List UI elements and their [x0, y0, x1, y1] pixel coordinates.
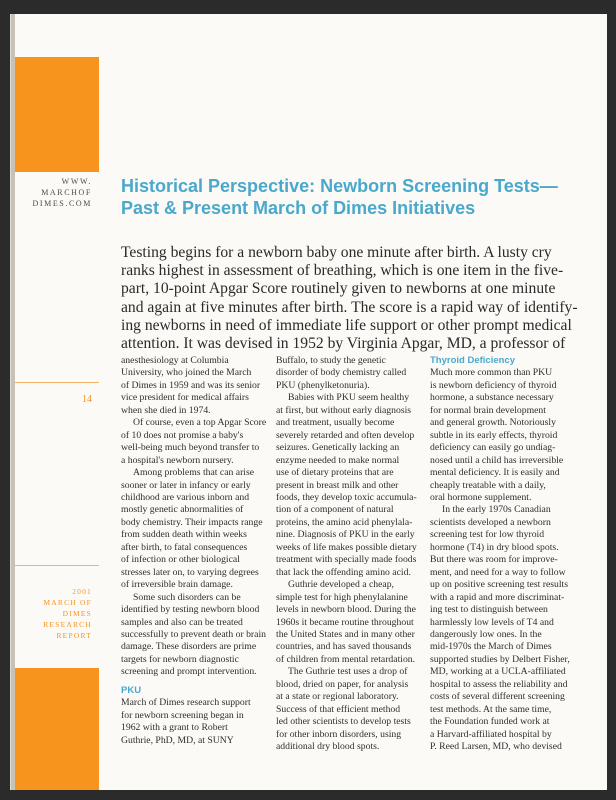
- paragraph-line: use of dietary proteins that are: [276, 467, 394, 479]
- paragraph-line: successfully to prevent death or brain: [121, 628, 266, 640]
- paragraph-line: weeks of life makes possible dietary: [276, 541, 417, 553]
- paragraph-line: stresses later on, to varying degrees: [121, 566, 259, 578]
- paragraph-line: dangerously low ones. In the: [430, 628, 542, 640]
- paragraph-line: up on positive screening test results: [430, 579, 569, 591]
- paragraph-line: seizures. Genetically lacking an: [276, 442, 400, 454]
- paragraph-line: nine. Diagnosis of PKU in the early: [276, 529, 415, 541]
- paragraph-line: tion of a component of natural: [276, 504, 394, 516]
- paragraph-line: Buffalo, to study the genetic: [276, 355, 386, 366]
- paragraph-line: of infection or other biological: [121, 554, 240, 566]
- paragraph-line: for newborn screening began in: [121, 709, 244, 721]
- paragraph-line: simple test for high phenylalanine: [276, 591, 408, 603]
- website-line: DIMES.COM: [32, 199, 92, 208]
- paragraph-line: ing test to distinguish between: [430, 604, 548, 616]
- paragraph-line: targets for newborn diagnostic: [121, 653, 239, 665]
- paragraph-line: anesthesiology at Columbia: [121, 355, 229, 366]
- section-heading-thyroid: Thyroid Deficiency: [430, 355, 515, 366]
- paragraph-line: screening test for low thyroid: [430, 529, 545, 541]
- report-line: MARCH OF: [43, 598, 92, 607]
- paragraph-line: costs of several different screening: [430, 691, 565, 703]
- intro-line: ranks highest in assessment of breathing, which is one item in the five-: [121, 262, 564, 280]
- website-line: WWW.: [61, 177, 92, 186]
- paragraph-line: damage. These disorders are prime: [121, 641, 257, 653]
- paragraph-line: In the early 1970s Canadian: [442, 504, 551, 516]
- page-number: 14: [82, 394, 92, 405]
- paragraph-line: disorder of body chemistry called: [276, 367, 407, 379]
- paragraph-line: well-being much beyond transfer to: [121, 442, 260, 454]
- text-column-3: [430, 355, 580, 754]
- paragraph-line: Some such disorders can be: [133, 591, 241, 603]
- paragraph-line: for other inborn disorders, using: [276, 728, 402, 740]
- paragraph-line: treatment with specially made foods: [276, 554, 417, 566]
- paragraph-line: MD, working at a UCLA-affiliated: [430, 666, 566, 678]
- paragraph-line: Much more common than PKU: [430, 367, 553, 379]
- intro-paragraph: [121, 244, 586, 353]
- paragraph-line: subtle in its early effects, thyroid: [430, 429, 558, 441]
- paragraph-line: samples and also can be treated: [121, 616, 243, 628]
- paragraph-line: with a rapid and more discriminat-: [430, 591, 565, 603]
- paragraph-line: vice president for medical affairs: [121, 392, 249, 404]
- paragraph-line: March of Dimes research support: [121, 697, 251, 709]
- article-title: [121, 175, 591, 219]
- paragraph-line: sooner or later in infancy or early: [121, 479, 251, 491]
- paragraph-line: and treatment, usually become: [276, 417, 395, 429]
- section-heading-pku: PKU: [121, 684, 142, 696]
- paragraph-line: of Dimes in 1959 and was its senior: [121, 379, 261, 391]
- paragraph-line: Guthrie developed a cheap,: [288, 579, 394, 591]
- paragraph-line: deficiency can easily go undiag-: [430, 442, 556, 454]
- paragraph-line: University, who joined the March: [121, 367, 252, 379]
- intro-line: ing newborns in need of immediate life support or other prompt medical: [121, 316, 572, 334]
- paragraph-line: led other scientists to develop tests: [276, 716, 411, 728]
- paragraph-line: of 10 does not promise a baby's: [121, 429, 244, 441]
- text-column-2: [276, 355, 426, 754]
- paragraph-line: hospital to assess the reliability and: [430, 678, 568, 690]
- paragraph-line: mental deficiency. It is easily and: [430, 467, 560, 479]
- paragraph-line: when she died in 1974.: [121, 404, 211, 416]
- paragraph-line: the United States and in many other: [276, 628, 415, 640]
- paragraph-line: PKU (phenylketonuria).: [276, 379, 370, 391]
- paragraph-line: screening and prompt intervention.: [121, 666, 257, 678]
- paragraph-line: The Guthrie test uses a drop of: [288, 666, 408, 678]
- paragraph-line: mostly genetic abnormalities of: [121, 504, 244, 516]
- report-line: REPORT: [56, 631, 92, 640]
- paragraph-line: scientists developed a newborn: [430, 516, 551, 528]
- paragraph-line: is newborn deficiency of thyroid: [430, 379, 557, 391]
- intro-line: part, 10-point Apgar Score routinely given to newborns at one minute: [121, 280, 556, 298]
- paragraph-line: from sudden death within weeks: [121, 529, 247, 541]
- paragraph-line: countries, and has saved thousands: [276, 641, 412, 653]
- paragraph-line: at a state or regional laboratory.: [276, 691, 399, 703]
- paragraph-line: supported studies by Delbert Fisher,: [430, 653, 570, 665]
- paragraph-line: Among problems that can arise: [133, 467, 255, 479]
- intro-line: attention. It was devised in 1952 by Virginia Apgar, MD, a professor of: [121, 335, 566, 353]
- paragraph-line: and general growth. Notoriously: [430, 417, 556, 429]
- intro-line: Testing begins for a newborn baby one minute after birth. A lusty cry: [121, 244, 552, 261]
- paragraph-line: blood, dried on paper, for analysis: [276, 678, 409, 690]
- margin-divider: [15, 565, 99, 566]
- paragraph-line: a hospital's newborn nursery.: [121, 454, 234, 466]
- paragraph-line: hormone (T4) in dry blood spots.: [430, 541, 559, 553]
- text-column-1: [121, 355, 271, 747]
- paragraph-line: But there was room for improve-: [430, 554, 558, 566]
- paragraph-line: Of course, even a top Apgar Score: [133, 417, 267, 429]
- paragraph-line: 1962 with a grant to Robert: [121, 722, 228, 734]
- paragraph-line: P. Reed Larsen, MD, who devised: [430, 741, 562, 753]
- paragraph-line: identified by testing newborn blood: [121, 604, 260, 616]
- paragraph-line: 1960s it became routine throughout: [276, 616, 414, 628]
- paragraph-line: a Harvard-affiliated hospital by: [430, 728, 552, 740]
- orange-tab-top: [15, 57, 99, 172]
- margin-divider: [15, 382, 99, 383]
- paragraph-line: Babies with PKU seem healthy: [288, 392, 410, 404]
- paragraph-line: cheaply treatable with a daily,: [430, 479, 546, 491]
- title-line: Historical Perspective: Newborn Screening Tests—: [121, 176, 558, 196]
- orange-tab-bottom: [15, 668, 99, 790]
- website-url: [18, 176, 92, 209]
- intro-line: and again at five minutes after birth. The score is a rapid way of identify-: [121, 298, 578, 316]
- report-label: [18, 586, 92, 641]
- paragraph-line: mid-1970s the March of Dimes: [430, 641, 552, 653]
- website-line: MARCHOF: [41, 188, 92, 197]
- paragraph-line: hormone, a substance necessary: [430, 392, 554, 404]
- paragraph-line: body chemistry. Their impacts range: [121, 516, 263, 528]
- paragraph-line: levels in newborn blood. During the: [276, 604, 416, 616]
- report-line: 2001: [72, 587, 92, 596]
- paragraph-line: childhood are various inborn and: [121, 491, 250, 503]
- paragraph-line: for normal brain development: [430, 404, 546, 416]
- paragraph-line: the Foundation funded work at: [430, 716, 550, 728]
- paragraph-line: nosed until a child has irreversible: [430, 454, 564, 466]
- paragraph-line: foods, they develop toxic accumula-: [276, 491, 417, 503]
- paragraph-line: present in breast milk and other: [276, 479, 399, 491]
- paragraph-line: of irreversible brain damage.: [121, 579, 233, 591]
- paragraph-line: Success of that efficient method: [276, 703, 401, 715]
- title-line: Past & Present March of Dimes Initiatives: [121, 198, 476, 218]
- paragraph-line: harmlessly low levels of T4 and: [430, 616, 554, 628]
- paragraph-line: that lack the offending amino acid.: [276, 566, 411, 578]
- paragraph-line: after birth, to fatal consequences: [121, 541, 248, 553]
- paragraph-line: ment, and need for a way to follow: [430, 566, 566, 578]
- paragraph-line: proteins, the amino acid phenylala-: [276, 516, 413, 528]
- report-line: RESEARCH: [43, 620, 92, 629]
- paragraph-line: severely retarded and often develop: [276, 429, 415, 441]
- report-line: DIMES: [62, 609, 92, 618]
- paragraph-line: Guthrie, PhD, MD, at SUNY: [121, 734, 234, 746]
- paragraph-line: additional dry blood spots.: [276, 741, 380, 753]
- paragraph-line: of children from mental retardation.: [276, 653, 416, 665]
- paragraph-line: at first, but without early diagnosis: [276, 404, 412, 416]
- paragraph-line: test methods. At the same time,: [430, 703, 552, 715]
- paragraph-line: oral hormone supplement.: [430, 491, 532, 503]
- paragraph-line: enzyme needed to make normal: [276, 454, 400, 466]
